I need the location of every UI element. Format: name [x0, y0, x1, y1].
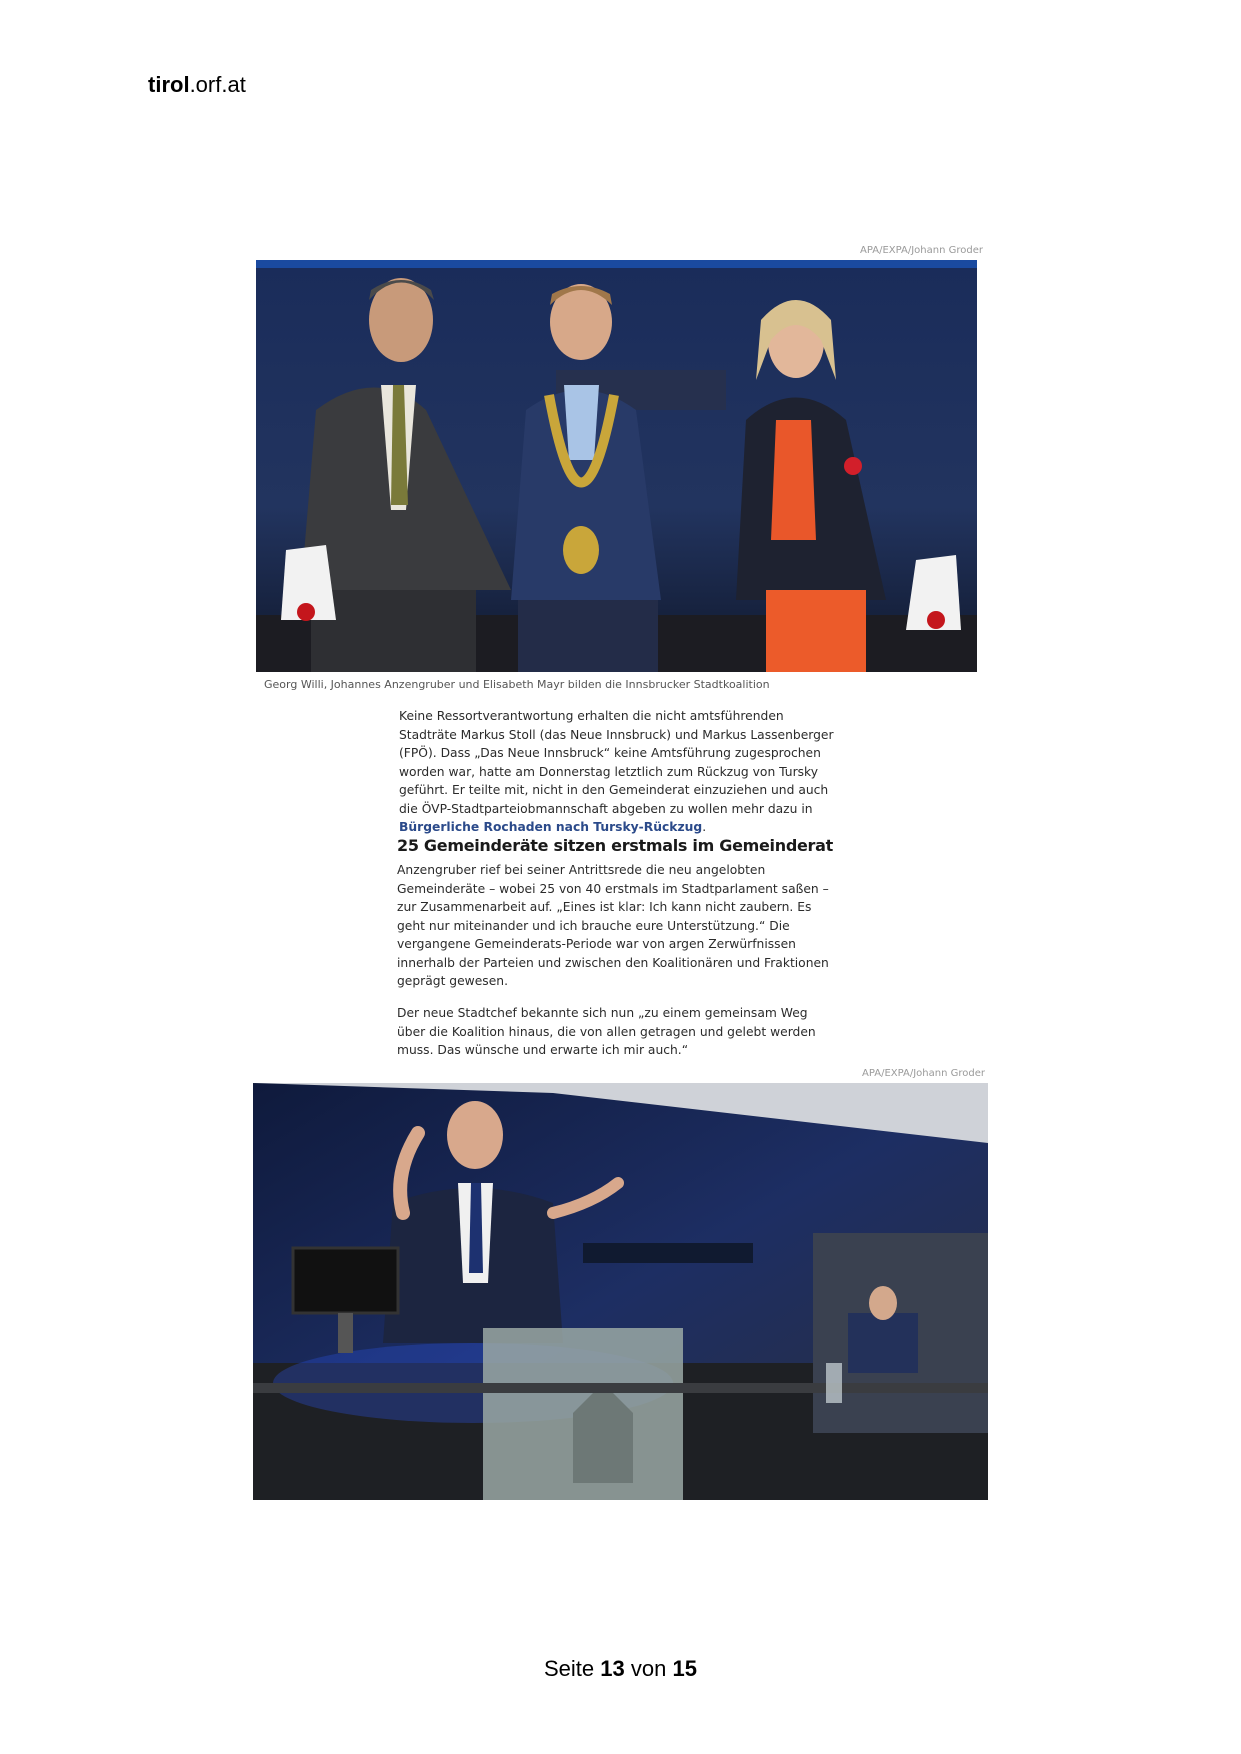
- photo-city-coalition-image: [256, 260, 977, 672]
- site-name-bold: tirol: [148, 72, 190, 97]
- photo-credit-2: APA/EXPA/Johann Groder: [862, 1068, 985, 1079]
- photo-mayor-speech: [253, 1083, 988, 1500]
- site-name-domain: .orf.at: [189, 72, 246, 97]
- photo-credit-1: APA/EXPA/Johann Groder: [860, 245, 983, 256]
- article-paragraph-1-end: .: [702, 820, 707, 834]
- article-paragraph-1-text: Keine Ressortverantwortung erhalten die nicht amtsführenden Stadträte Markus Stoll (das Neue Innsbruck) und Markus Lassenberger (FPÖ). Dass „Das Neue Innsbruck“ keine Amtsführung zugesprochen worden war, hatte am Donnerstag letztlich zum Rückzug von Tursky geführt. Er teilte mit, nicht in den Gemeinderat einzuziehen und auch die ÖVP-Stadtparteiobmannschaft abgeben zu wollen mehr dazu in: [399, 709, 834, 816]
- photo-mayor-speech-image: [253, 1083, 988, 1500]
- page-label: Seite: [544, 1656, 595, 1681]
- site-name: [148, 72, 246, 98]
- total-pages: 15: [672, 1656, 697, 1681]
- article-paragraph-1: [399, 707, 839, 837]
- photo-city-coalition: [256, 260, 977, 672]
- page-number: [0, 1656, 1241, 1682]
- article-subheading: 25 Gemeinderäte sitzen erstmals im Gemeinderat: [397, 836, 833, 855]
- photo-caption-1: Georg Willi, Johannes Anzengruber und Elisabeth Mayr bilden die Innsbrucker Stadtkoalition: [264, 678, 770, 691]
- page-separator: von: [630, 1656, 667, 1681]
- article-paragraph-2: Anzengruber rief bei seiner Antrittsrede die neu angelobten Gemeinderäte – wobei 25 von 40 erstmals im Stadtparlament saßen – zur Zusammenarbeit auf. „Eines ist klar: Ich kann nicht zaubern. Es geht nur miteinander und ich brauche eure Unterstützung.“ Die vergangene Gemeinderats-Periode war von argen Zerwürfnissen innerhalb der Parteien und zwischen den Koalitionären und Fraktionen geprägt gewesen.: [397, 863, 829, 988]
- current-page: 13: [600, 1656, 625, 1681]
- article-paragraph-3: Der neue Stadtchef bekannte sich nun „zu einem gemeinsam Weg über die Koalition hinaus, die von allen getragen und gelebt werden muss. Das wünsche und erwarte ich mir auch.“: [397, 1006, 816, 1057]
- link-buergerliche-rochaden[interactable]: Bürgerliche Rochaden nach Tursky-Rückzug: [399, 820, 703, 834]
